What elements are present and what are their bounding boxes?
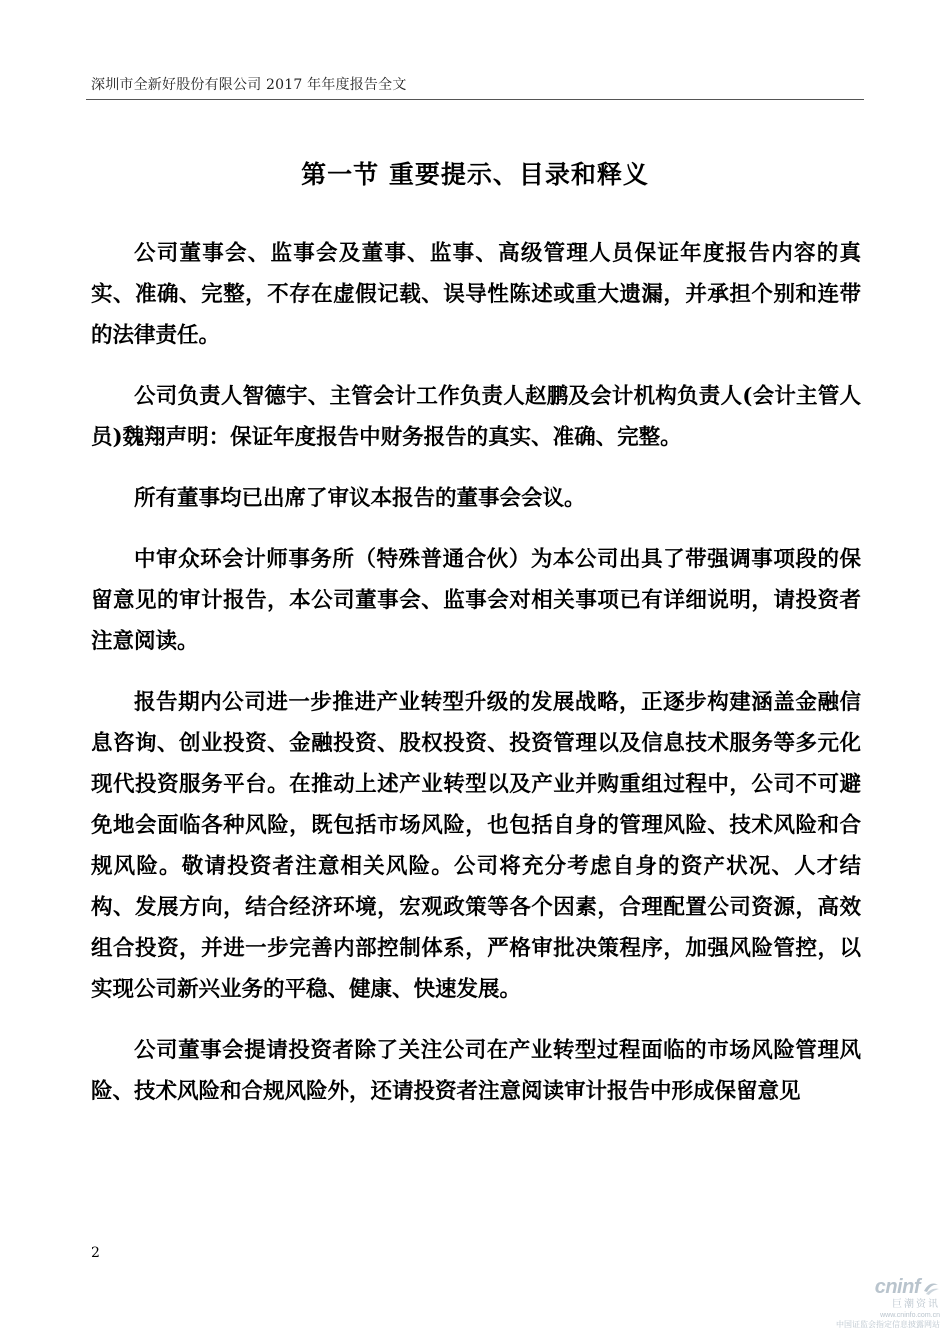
watermark-tagline: 中国证监会指定信息披露网站 — [836, 1320, 940, 1329]
paragraph-attendance: 所有董事均已出席了审议本报告的董事会会议。 — [134, 486, 586, 511]
paragraph-audit-opinion: 中审众环会计师事务所（特殊普通合伙）为本公司出具了带强调事项段的保留意见的审计报告，本公司董事会、监事会对相关事项已有详细说明，请投资者注意阅读。 — [91, 547, 861, 654]
cninfo-watermark — [830, 1276, 940, 1340]
page-number: 2 — [91, 1245, 100, 1261]
watermark-logo-row — [830, 1276, 940, 1299]
section-title: 第一节 重要提示、目录和释义 — [301, 160, 649, 189]
watermark-cn-name: 巨潮资讯 — [892, 1299, 940, 1310]
paragraph-declaration: 公司负责人智德宇、主管会计工作负责人赵鹏及会计机构负责人(会计主管人员)魏翔声明：保证年度报告中财务报告的真实、准确、完整。 — [91, 384, 861, 450]
paragraph-responsibility: 公司董事会、监事会及董事、监事、高级管理人员保证年度报告内容的真实、准确、完整，不存在虚假记载、误导性陈述或重大遗漏，并承担个别和连带的法律责任。 — [91, 241, 861, 348]
header-rule — [86, 99, 864, 100]
watermark-url: www.cninfo.com.cn — [880, 1312, 940, 1319]
swoosh-icon — [922, 1280, 940, 1296]
paragraph-risk: 报告期内公司进一步推进产业转型升级的发展战略，正逐步构建涵盖金融信息咨询、创业投资、金融投资、股权投资、投资管理以及信息技术服务等多元化现代投资服务平台。在推动上述产业转型以及产业并购重组过程中，公司不可避免地会面临各种风险，既包括市场风险，也包括自身的管理风险、技术风险和合规风险。敬请投资者注意相关风险。公司将充分考虑自身的资产状况、人才结构、发展方向，结合经济环境，宏观政策等各个因素，合理配置公司资源，高效组合投资，并进一步完善内部控制体系，严格审批决策程序，加强风险管控，以实现公司新兴业务的平稳、健康、快速发展。 — [91, 690, 861, 1002]
watermark-logo-text: cninf — [874, 1276, 920, 1298]
paragraph-notice: 公司董事会提请投资者除了关注公司在产业转型过程面临的市场风险管理风险、技术风险和合规风险外，还请投资者注意阅读审计报告中形成保留意见 — [91, 1038, 861, 1104]
page-header: 深圳市全新好股份有限公司 2017 年年度报告全文 — [91, 77, 407, 93]
body-text — [91, 233, 861, 1132]
